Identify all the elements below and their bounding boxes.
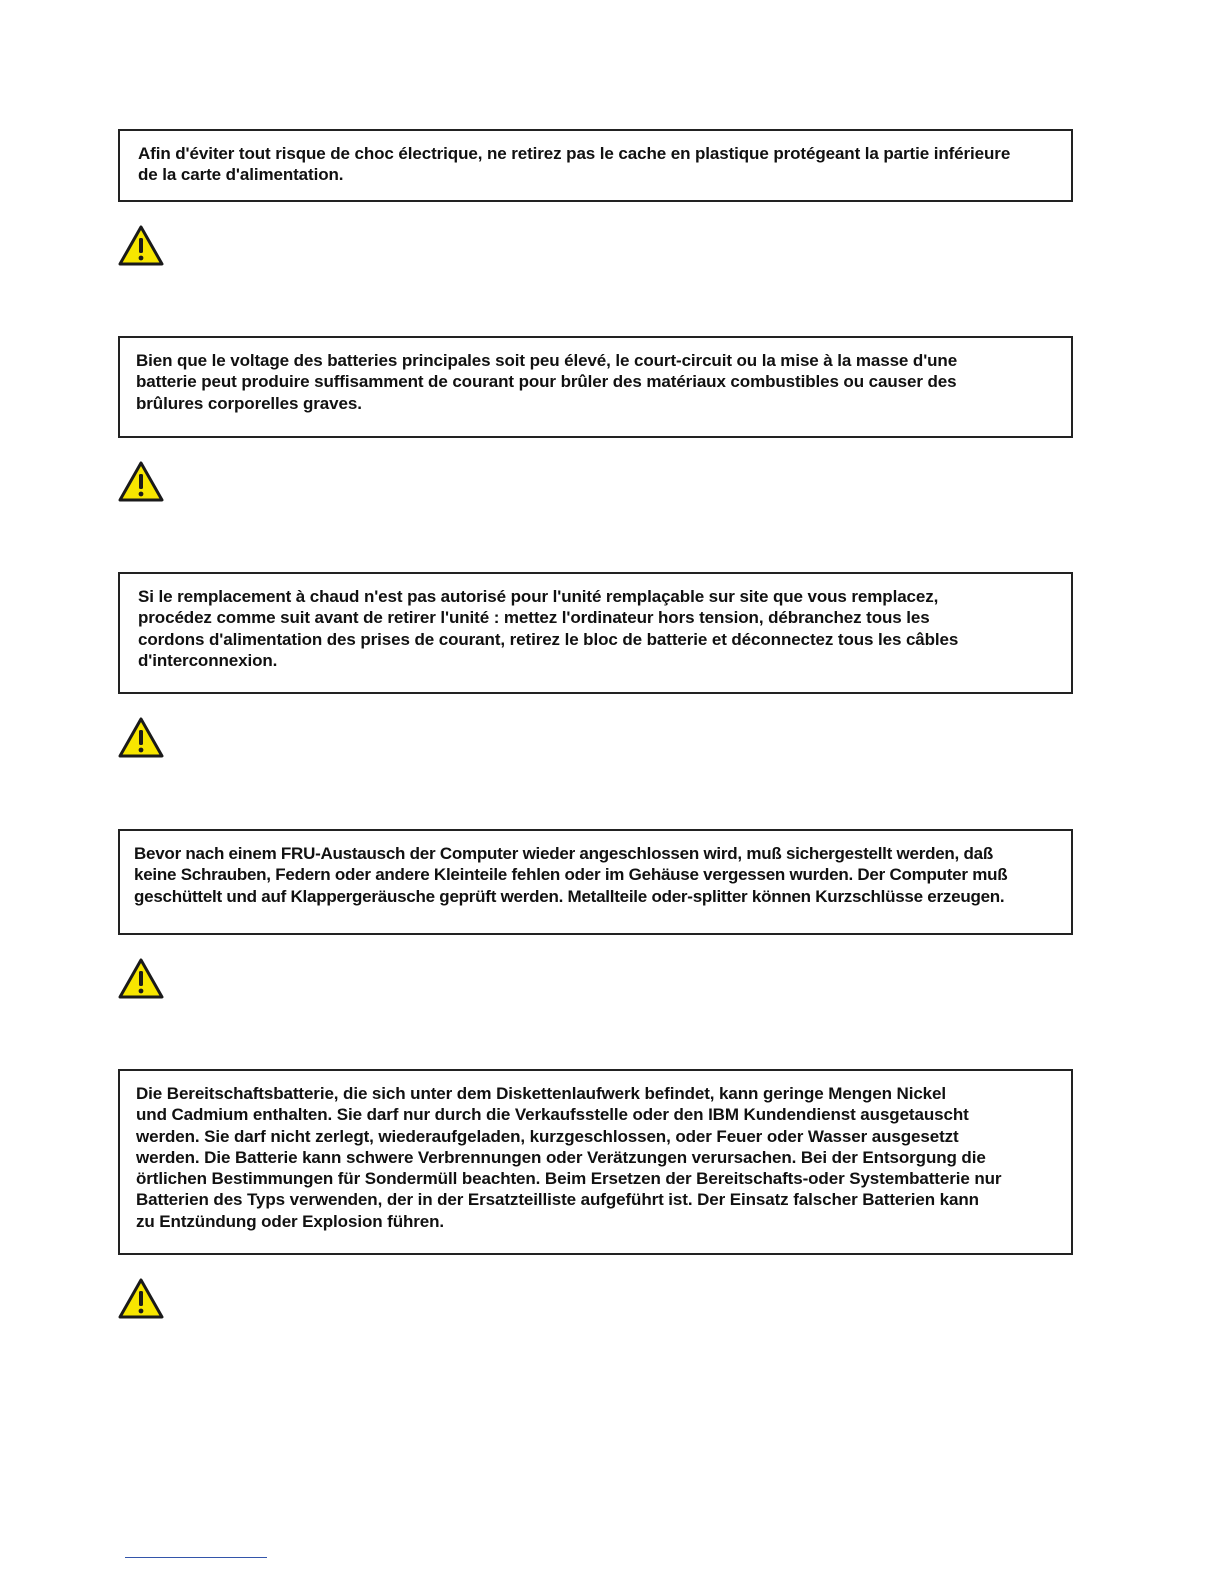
notice-box	[118, 129, 1073, 202]
notice-text: Bevor nach einem FRU-Austausch der Computer wieder angeschlossen wird, muß sichergestellt werden, daß keine Schrauben, Federn oder andere Kleinteile fehlen oder im Gehäuse vergessen wurden. Der Computer muß geschüttelt und auf Klappergeräusche geprüft werden. Metallteile oder-splitter können Kurzschlüsse erzeugen.	[134, 844, 1008, 906]
notice-text: Afin d'éviter tout risque de choc électrique, ne retirez pas le cache en plastique protégeant la partie inférieure de la carte d'alimentation.	[138, 144, 1011, 185]
notice-text: Die Bereitschaftsbatterie, die sich unter dem Diskettenlaufwerk befindet, kann geringe Mengen Nickel und Cadmium enthalten. Sie darf nur durch die Verkaufsstelle oder den IBM Kundendienst ausgetauscht werden. Sie darf nicht zerlegt, wiederaufgeladen, kurzgeschlossen, oder Feuer oder Wasser ausgesetzt werden. Die Batterie kann schwere Verbrennungen oder Verätzungen verursachen. Bei der Entsorgung die örtlichen Bestimmungen für Sondermüll beachten. Beim Ersetzen der Bereitschafts-oder Systembatterie nur Batterien des Typs verwenden, der in der Ersatzteilliste aufgeführt ist. Der Einsatz falscher Batterien kann zu Entzündung oder Explosion führen.	[136, 1084, 1002, 1231]
notice-text: Bien que le voltage des batteries principales soit peu élevé, le court-circuit ou la mise à la masse d'une batterie peut produire suffisamment de courant pour brûler des matériaux combustibles ou causer des brûlures corporelles graves.	[136, 351, 958, 413]
notice-box	[118, 829, 1073, 935]
notice-box	[118, 1069, 1073, 1255]
footer-rule	[125, 1557, 267, 1558]
warning-triangle-icon	[118, 460, 164, 502]
notice-box	[118, 572, 1073, 694]
notice-box	[118, 336, 1073, 438]
warning-triangle-icon	[118, 224, 164, 266]
warning-triangle-icon	[118, 957, 164, 999]
warning-triangle-icon	[118, 1277, 164, 1319]
warning-triangle-icon	[118, 716, 164, 758]
notice-text: Si le remplacement à chaud n'est pas autorisé pour l'unité remplaçable sur site que vous remplacez, procédez comme suit avant de retirer l'unité : mettez l'ordinateur hors tension, débranchez tous les cordons d'alimentation des prises de courant, retirez le bloc de batterie et déconnectez tous les câbles d'interconnexion.	[138, 587, 959, 670]
